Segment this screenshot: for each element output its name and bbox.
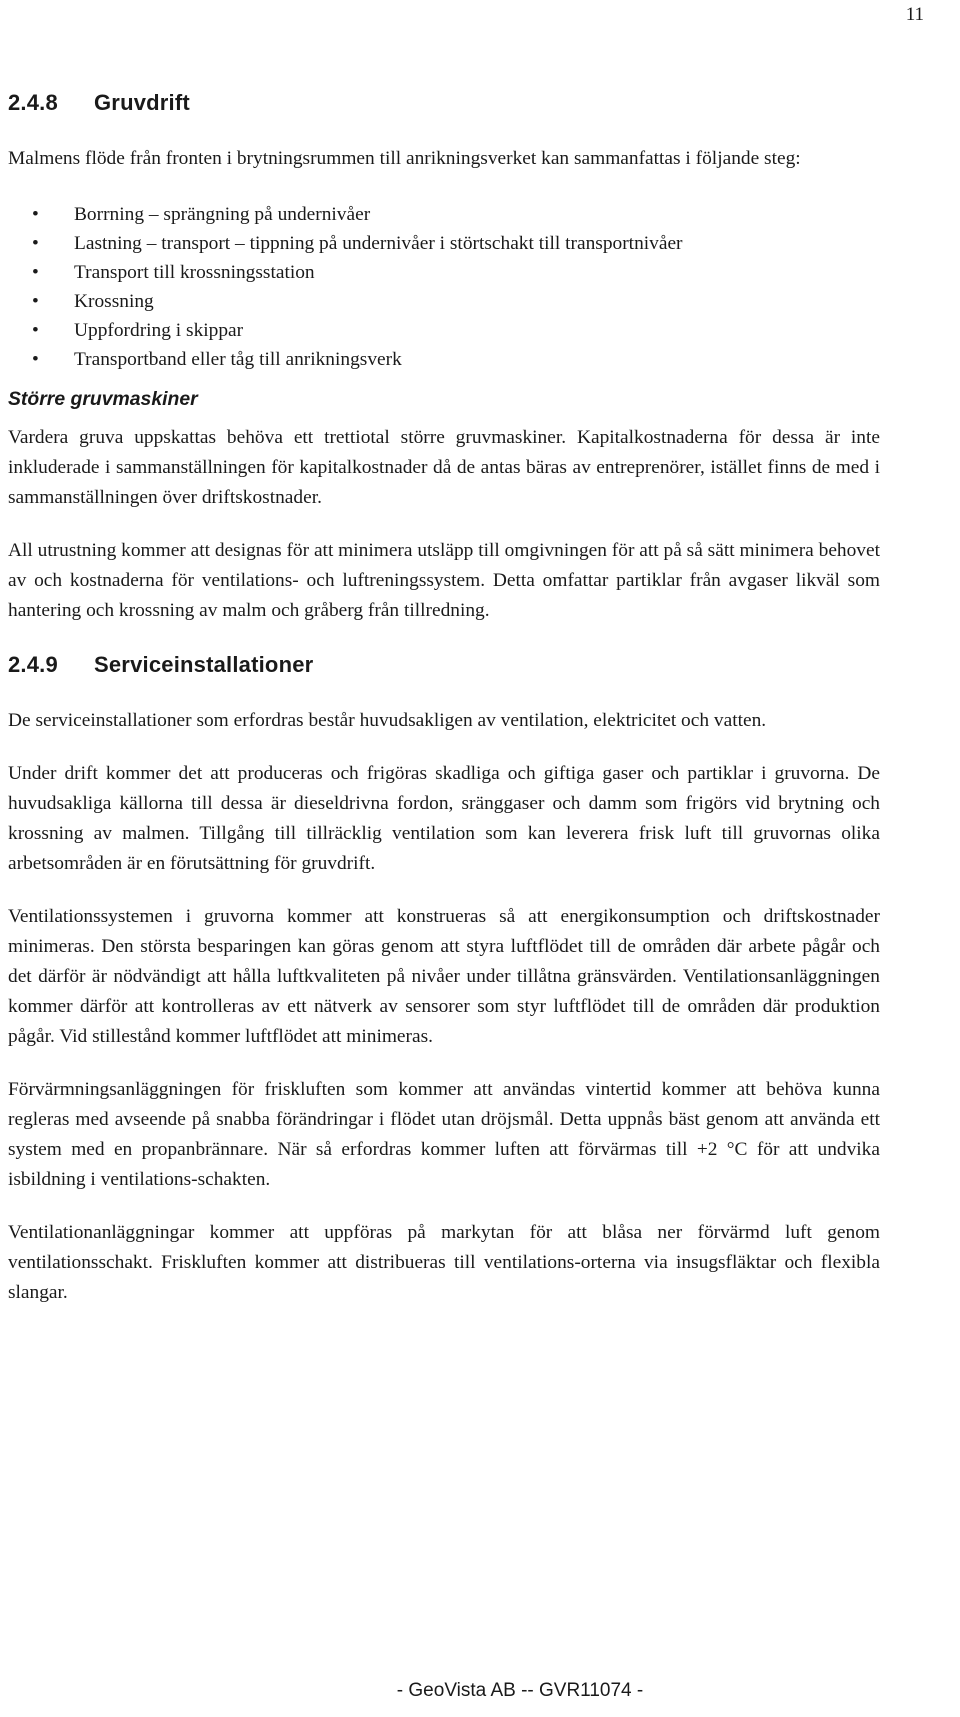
section-heading-2-4-8	[8, 90, 880, 116]
paragraph: Ventilationanläggningar kommer att uppföras på markytan för att blåsa ner förvärmd luft genom ventilationsschakt. Friskluften kommer att distribueras till ventilations-orterna via insugsfläktar och flexibla slangar.	[8, 1222, 880, 1303]
paragraph: De serviceinstallationer som erfordras består huvudsakligen av ventilation, elektricitet och vatten.	[8, 710, 767, 731]
list-item: • Krossning	[8, 287, 880, 316]
paragraph: Förvärmningsanläggningen för friskluften som kommer att användas vintertid kommer att behöva kunna regleras med avseende på snabba förändringar i flödet utan dröjsmål. Detta uppnås bäst genom att använda ett system med en propanbrännare. När så erfordras kommer luften att förvärmas till +2 °C för att undvika isbildning i ventilations-schakten.	[8, 1079, 880, 1190]
paragraph: All utrustning kommer att designas för att minimera utsläpp till omgivningen för att på så sätt minimera behovet av och kostnaderna för ventilations- och luftreningssystem. Detta omfattar partiklar från avgaser likväl som hantering och krossning av malm och gråberg från tillredning.	[8, 540, 880, 621]
list-item: • Lastning – transport – tippning på undernivåer i störtschakt till transportnivåer	[8, 229, 880, 258]
list-item: • Transport till krossningsstation	[8, 258, 880, 287]
section-number: 2.4.8	[8, 90, 58, 115]
list-item: • Borrning – sprängning på undernivåer	[8, 200, 880, 229]
bullet-icon: •	[32, 349, 39, 370]
intro-paragraph: Malmens flöde från fronten i brytningsrummen till anrikningsverket kan sammanfattas i följande steg:	[8, 148, 801, 169]
section-title: Serviceinstallationer	[94, 652, 314, 677]
bullet-icon: •	[32, 320, 39, 341]
bullet-icon: •	[32, 291, 39, 312]
section-title: Gruvdrift	[94, 90, 190, 115]
section-heading-2-4-9	[8, 652, 880, 678]
paragraph: Ventilationssystemen i gruvorna kommer att konstrueras så att energikonsumption och driftskostnader minimeras. Den största besparingen kan göras genom att styra luftflödet till de områden där arbete pågår och det därför är nödvändigt att hålla luftkvaliteten på nivåer under tillåtna gränsvärden. Ventilationsanläggningen kommer därför att kontrolleras av ett nätverk av sensorer som styr luftflödet till de områden där produktion pågår. Vid stillestånd kommer luftflödet att minimeras.	[8, 906, 880, 1047]
paragraph: Vardera gruva uppskattas behöva ett trettiotal större gruvmaskiner. Kapitalkostnaderna för dessa är inte inkluderade i sammanställningen för kapitalkostnader då de antas bäras av entreprenörer, istället finns de med i sammanställningen över driftskostnader.	[8, 427, 880, 508]
section-number: 2.4.9	[8, 652, 58, 677]
bullet-icon: •	[32, 233, 39, 254]
list-item: • Transportband eller tåg till anrikningsverk	[8, 345, 880, 374]
bullet-icon: •	[32, 262, 39, 283]
page-footer: - GeoVista AB -- GVR11074 -	[396, 1680, 644, 1701]
document-body	[8, 90, 880, 1331]
step-list	[8, 200, 880, 374]
subheading: Större gruvmaskiner	[8, 388, 198, 410]
paragraph: Under drift kommer det att produceras och frigöras skadliga och giftiga gaser och partiklar i gruvorna. De huvudsakliga källorna till dessa är dieseldrivna fordon, sränggaser och damm som frigörs vid brytning och krossning av malmen. Tillgång till tillräcklig ventilation som kan leverera frisk luft till gruvornas olika arbetsområden är en förutsättning för gruvdrift.	[8, 763, 880, 874]
page-number: 11	[905, 4, 924, 25]
bullet-icon: •	[32, 204, 39, 225]
list-item: • Uppfordring i skippar	[8, 316, 880, 345]
